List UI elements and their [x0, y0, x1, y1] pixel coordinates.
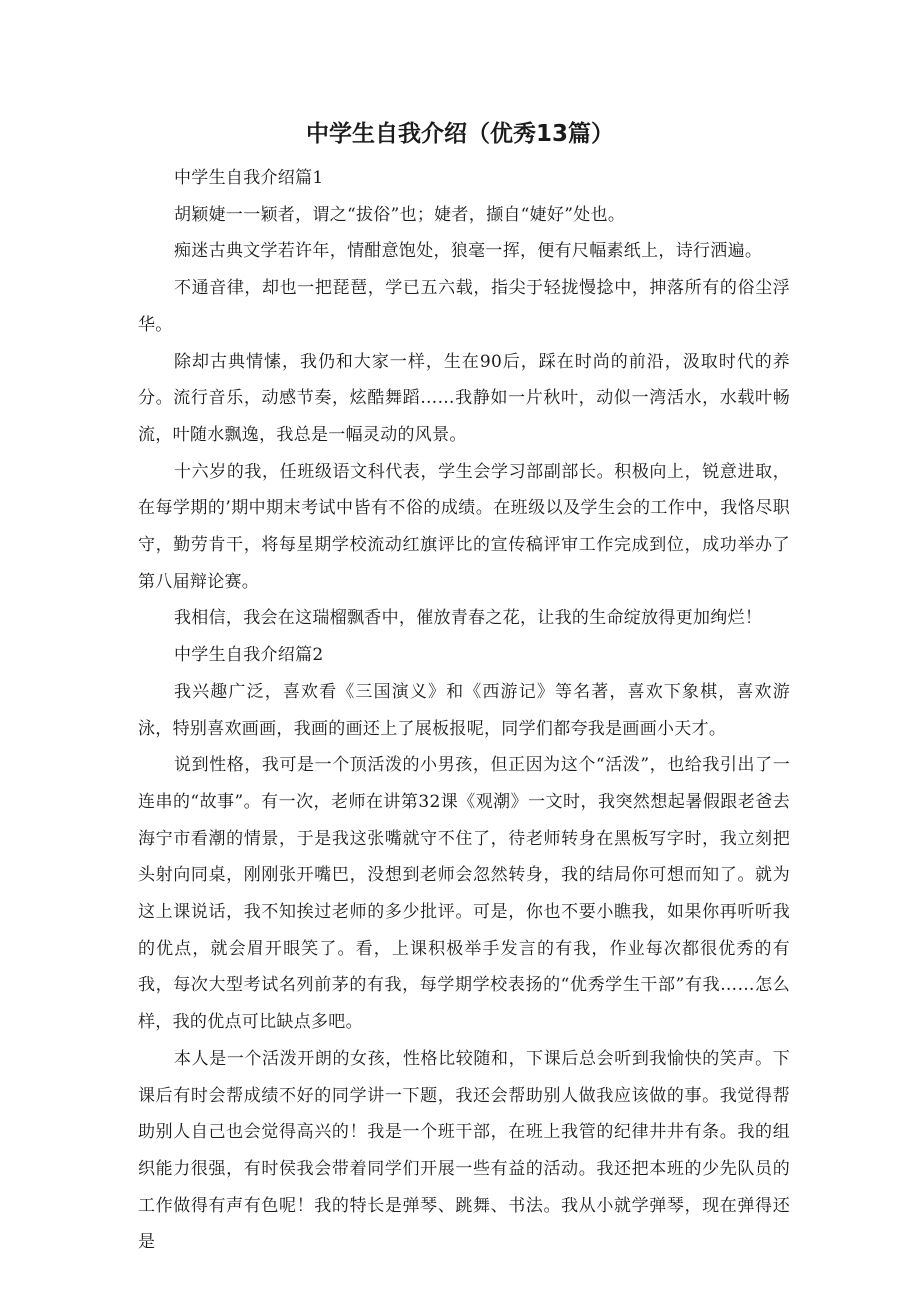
section-heading: 中学生自我介绍篇1: [174, 168, 324, 188]
paragraph: 我兴趣广泛，喜欢看《三国演义》和《西游记》等名著，喜欢下象棋，喜欢游泳，特别喜欢画画，我画的画还上了展板报呢，同学们都夸我是画画小天才。: [138, 681, 790, 739]
paragraph: 本人是一个活泼开朗的女孩，性格比较随和，下课后总会听到我愉快的笑声。下课后有时会帮成绩不好的同学讲一下题，我还会帮助别人做我应该做的事。我觉得帮助别人自己也会觉得高兴的！我是一个班干部，在班上我管的纪律井井有条。我的组织能力很强，有时侯我会带着同学们开展一些有益的活动。我还把本班的少先队员的工作做得有声有色呢！我的特长是弹琴、跳舞、书法。我从小就学弹琴，现在弹得还是: [138, 1048, 790, 1253]
paragraph: 不通音律，却也一把琵琶，学已五六载，指尖于轻拢慢捻中，抻落所有的俗尘浮华。: [138, 278, 790, 335]
paragraph: 说到性格，我可是一个顶活泼的小男孩，但正因为这个“活泼”，也给我引出了一连串的“故事”。有一次，老师在讲第32课《观潮》一文时，我突然想起暑假跟老爸去海宁市看潮的情景，于是我这张嘴就守不住了，待老师转身在黑板写字时，我立刻把头射向同桌，刚刚张开嘴巴，没想到老师会忽然转身，我的结局你可想而知了。就为这上课说话，我不知挨过老师的多少批评。可是，你也不要小瞧我，如果你再听听我的优点，就会眉开眼笑了。看，上课积极举手发言的有我，作业每次都很优秀的有我，每次大型考试名列前茅的有我，每学期学校表扬的“优秀学生干部”有我……怎么样，我的优点可比缺点多吧。: [138, 755, 790, 1033]
paragraph: 胡颖婕一一颖者，谓之“拔俗”也；婕者，撷自“婕好”处也。: [174, 204, 626, 225]
section-heading: 中学生自我介绍篇2: [174, 645, 324, 666]
paragraph: 痴迷古典文学若许年，情酣意饱处，狼毫一挥，便有尺幅素纸上，诗行洒遍。: [174, 241, 763, 262]
document-title: 中学生自我介绍（优秀13篇）: [305, 121, 614, 147]
paragraph: 除却古典情愫，我仍和大家一样，生在90后，踩在时尚的前沿，汲取时代的养分。流行音乐，动感节奏，炫酷舞蹈……我静如一片秋叶，动似一湾活水，水载叶畅流，叶随水飘逸，我总是一幅灵动的风景。: [138, 351, 790, 445]
paragraph: 我相信，我会在这瑞榴飘香中，催放青春之花，让我的生命绽放得更加绚烂！: [174, 608, 763, 629]
document-body: [138, 160, 790, 1261]
paragraph: 十六岁的我，任班级语文科代表，学生会学习部副部长。积极向上，锐意进取，在每学期的’期中期末考试中皆有不俗的成绩。在班级以及学生会的工作中，我恪尽职守，勤劳肯干，将每星期学校流动红旗评比的宣传稿评审工作完成到位，成功举办了第八届辩论赛。: [138, 461, 790, 592]
